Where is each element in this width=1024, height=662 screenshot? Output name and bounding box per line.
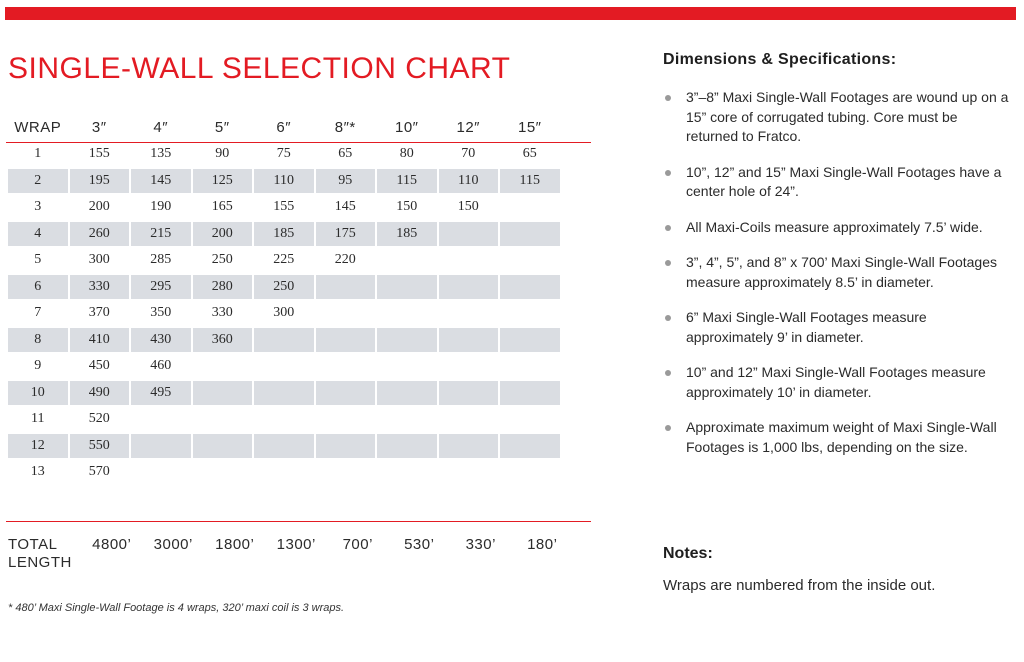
total-label-line1: TOTAL (8, 536, 58, 553)
total-label-line2: LENGTH (8, 554, 72, 571)
spec-text: 10”, 12” and 15” Maxi Single-Wall Footages have a center hole of 24”. (686, 163, 1002, 199)
footage-cell: 220 (316, 248, 376, 275)
footage-cell (500, 328, 560, 355)
footage-cell (377, 275, 437, 302)
footage-cell: 295 (131, 275, 191, 302)
footage-cell (377, 460, 437, 487)
bullet-icon (665, 315, 671, 321)
wrap-number-cell: 12 (8, 434, 68, 461)
page-title: SINGLE-WALL SELECTION CHART (8, 52, 511, 85)
footage-cell: 125 (193, 169, 253, 196)
top-accent-bar (5, 7, 1016, 20)
footage-cell (316, 354, 376, 381)
spec-text: Approximate maximum weight of Maxi Single-Wall Footages is 1,000 lbs, depending on the size. (686, 419, 997, 455)
footage-cell (439, 460, 499, 487)
spec-text: 3”, 4”, 5”, and 8” x 700’ Maxi Single-Wall Footages measure approximately 8.5’ in diameter. (686, 254, 997, 290)
footage-cell (439, 301, 499, 328)
footage-cell: 200 (70, 195, 130, 222)
footage-cell: 370 (70, 301, 130, 328)
wrap-number-cell: 7 (8, 301, 68, 328)
column-header-size: 12″ (456, 118, 480, 136)
total-length-value: 180’ (527, 536, 558, 553)
footage-cell: 330 (70, 275, 130, 302)
footage-cell: 195 (70, 169, 130, 196)
footage-cell (439, 222, 499, 249)
footage-cell: 150 (377, 195, 437, 222)
footage-cell: 90 (193, 142, 253, 169)
footage-cell (193, 354, 253, 381)
footage-cell: 350 (131, 301, 191, 328)
column-header-size: 4″ (153, 118, 169, 136)
totals-row (6, 536, 573, 572)
footage-cell (131, 407, 191, 434)
footage-cell: 330 (193, 301, 253, 328)
footage-cell: 115 (377, 169, 437, 196)
total-length-value: 700’ (342, 536, 373, 553)
footage-cell (377, 354, 437, 381)
footage-cell: 225 (254, 248, 314, 275)
footage-cell: 215 (131, 222, 191, 249)
footage-cell (254, 460, 314, 487)
footage-cell: 300 (254, 301, 314, 328)
footage-cell (439, 248, 499, 275)
total-length-value: 1800’ (215, 536, 255, 553)
footage-cell: 175 (316, 222, 376, 249)
spec-item (663, 363, 1013, 402)
footage-cell: 110 (254, 169, 314, 196)
table-row (8, 460, 560, 487)
bullet-icon (665, 95, 671, 101)
footage-cell: 460 (131, 354, 191, 381)
footage-cell (500, 275, 560, 302)
footage-cell: 260 (70, 222, 130, 249)
footage-cell: 430 (131, 328, 191, 355)
totals-divider (6, 521, 591, 522)
footage-cell (131, 460, 191, 487)
footage-cell (377, 381, 437, 408)
footage-cell: 150 (439, 195, 499, 222)
footage-cell (500, 434, 560, 461)
footage-cell (131, 434, 191, 461)
column-header-size: 8″* (334, 118, 356, 136)
wrap-number-cell: 1 (8, 142, 68, 169)
wrap-number-cell: 4 (8, 222, 68, 249)
table-row (8, 434, 560, 461)
header-divider (6, 142, 591, 143)
spec-text: 10” and 12” Maxi Single-Wall Footages measure approximately 10’ in diameter. (686, 364, 986, 400)
spec-item (663, 253, 1013, 292)
table-row (8, 301, 560, 328)
footage-cell: 65 (500, 142, 560, 169)
footage-cell (316, 460, 376, 487)
total-length-value: 4800’ (92, 536, 132, 553)
column-header-size: 3″ (91, 118, 107, 136)
footage-cell (500, 460, 560, 487)
specs-list (663, 88, 1013, 473)
spec-item (663, 163, 1013, 202)
footage-cell (377, 301, 437, 328)
footage-cell (439, 407, 499, 434)
column-header-size: 15″ (518, 118, 542, 136)
table-row (8, 169, 560, 196)
footage-cell (377, 328, 437, 355)
footage-cell: 145 (316, 195, 376, 222)
footage-cell: 190 (131, 195, 191, 222)
footage-cell (193, 407, 253, 434)
footage-cell: 550 (70, 434, 130, 461)
specs-title: Dimensions & Specifications: (663, 51, 897, 68)
footage-cell: 145 (131, 169, 191, 196)
spec-text: 3”–8” Maxi Single-Wall Footages are wound up on a 15” core of corrugated tubing. Core must be returned to Fratco. (686, 89, 1009, 144)
footage-cell (254, 328, 314, 355)
footage-cell (254, 407, 314, 434)
wrap-number-cell: 9 (8, 354, 68, 381)
footage-cell: 115 (500, 169, 560, 196)
total-length-value: 330’ (465, 536, 496, 553)
column-header-size: 10″ (395, 118, 419, 136)
footage-cell: 360 (193, 328, 253, 355)
footage-cell (193, 460, 253, 487)
footage-cell: 165 (193, 195, 253, 222)
spec-item (663, 308, 1013, 347)
footage-cell: 570 (70, 460, 130, 487)
bullet-icon (665, 225, 671, 231)
table-row (8, 142, 560, 169)
footage-cell: 110 (439, 169, 499, 196)
footage-cell: 185 (254, 222, 314, 249)
footage-cell: 300 (70, 248, 130, 275)
footage-cell (316, 275, 376, 302)
table-row (8, 248, 560, 275)
table-header-row (8, 112, 560, 142)
footage-cell: 450 (70, 354, 130, 381)
footage-cell (254, 434, 314, 461)
wrap-number-cell: 8 (8, 328, 68, 355)
wrap-number-cell: 10 (8, 381, 68, 408)
footage-cell (500, 354, 560, 381)
spec-item (663, 418, 1013, 457)
footage-cell (500, 222, 560, 249)
wrap-number-cell: 6 (8, 275, 68, 302)
footage-cell (193, 381, 253, 408)
bullet-icon (665, 370, 671, 376)
footage-cell (500, 248, 560, 275)
wrap-number-cell: 2 (8, 169, 68, 196)
spec-item (663, 88, 1013, 147)
column-header-size: 5″ (214, 118, 230, 136)
footage-cell (193, 434, 253, 461)
column-header-size: 6″ (276, 118, 292, 136)
footage-cell (439, 275, 499, 302)
table-row (8, 328, 560, 355)
bullet-icon (665, 425, 671, 431)
footage-cell (377, 248, 437, 275)
bullet-icon (665, 260, 671, 266)
footage-cell: 155 (70, 142, 130, 169)
footage-cell: 70 (439, 142, 499, 169)
bullet-icon (665, 170, 671, 176)
table-row (8, 407, 560, 434)
table-row (8, 195, 560, 222)
footage-cell (439, 434, 499, 461)
footage-cell (254, 381, 314, 408)
footage-cell: 65 (316, 142, 376, 169)
footage-cell (254, 354, 314, 381)
notes-text: Wraps are numbered from the inside out. (663, 577, 936, 594)
wrap-number-cell: 13 (8, 460, 68, 487)
footage-cell: 135 (131, 142, 191, 169)
footage-cell (377, 407, 437, 434)
notes-title: Notes: (663, 545, 713, 562)
footage-cell (316, 434, 376, 461)
spec-text: 6” Maxi Single-Wall Footages measure approximately 9’ in diameter. (686, 309, 927, 345)
wrap-number-cell: 11 (8, 407, 68, 434)
footage-cell (439, 328, 499, 355)
total-length-value: 1300’ (276, 536, 316, 553)
footage-cell (316, 381, 376, 408)
footage-cell: 75 (254, 142, 314, 169)
footage-cell (316, 301, 376, 328)
footage-cell (500, 301, 560, 328)
wrap-number-cell: 5 (8, 248, 68, 275)
column-header-wrap: WRAP (14, 118, 62, 136)
footage-cell: 280 (193, 275, 253, 302)
footage-cell: 80 (377, 142, 437, 169)
footage-cell: 285 (131, 248, 191, 275)
table-row (8, 381, 560, 408)
footage-cell (439, 381, 499, 408)
footage-cell (500, 381, 560, 408)
footage-cell: 490 (70, 381, 130, 408)
table-body (8, 142, 560, 487)
spec-text: All Maxi-Coils measure approximately 7.5’ wide. (686, 218, 983, 235)
footage-cell (500, 407, 560, 434)
footage-cell (316, 328, 376, 355)
wrap-number-cell: 3 (8, 195, 68, 222)
footage-cell: 185 (377, 222, 437, 249)
footage-cell: 250 (193, 248, 253, 275)
footage-cell: 495 (131, 381, 191, 408)
footage-cell: 250 (254, 275, 314, 302)
footage-cell (500, 195, 560, 222)
footage-cell: 95 (316, 169, 376, 196)
table-row (8, 275, 560, 302)
total-length-label (6, 536, 81, 572)
spec-item (663, 218, 1013, 238)
table-row (8, 222, 560, 249)
footage-cell: 410 (70, 328, 130, 355)
total-length-value: 530’ (404, 536, 435, 553)
footage-cell (377, 434, 437, 461)
selection-table (6, 112, 562, 487)
footnote: * 480’ Maxi Single-Wall Footage is 4 wraps, 320’ maxi coil is 3 wraps. (8, 602, 345, 614)
total-length-value: 3000’ (153, 536, 193, 553)
footage-cell: 200 (193, 222, 253, 249)
footage-cell (316, 407, 376, 434)
footage-cell: 520 (70, 407, 130, 434)
footage-cell: 155 (254, 195, 314, 222)
table-row (8, 354, 560, 381)
footage-cell (439, 354, 499, 381)
